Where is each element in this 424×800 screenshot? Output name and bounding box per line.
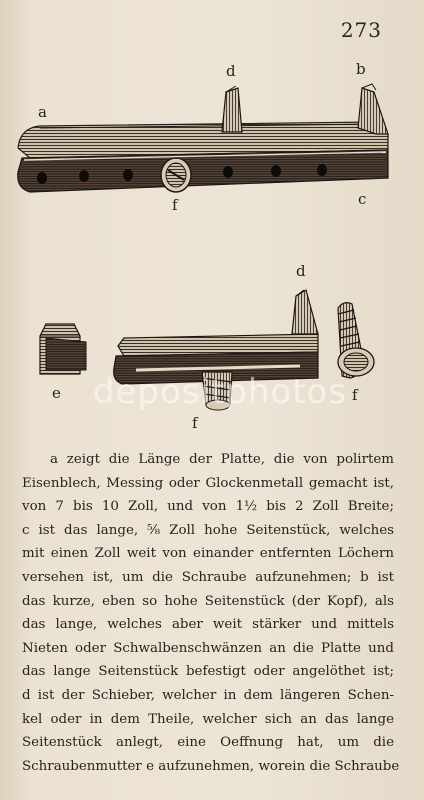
text-line: Nieten oder Schwalbenschwänzen an die Platte und	[22, 640, 394, 656]
figure-label-a: a	[38, 103, 47, 121]
text-line: c ist das lange, ⅝ Zoll hohe Seitenstück, welches	[22, 522, 394, 538]
figure-label-f-bottom-left: f	[192, 414, 198, 432]
figure-label-c: c	[358, 190, 367, 208]
text-line: Eisenblech, Messing oder Glockenmetall gemacht ist,	[22, 475, 394, 491]
screw-piece-f	[338, 303, 374, 378]
text-line: das lange Seitenstück befestigt oder angelöthet ist;	[22, 664, 394, 680]
text-line: das lange, welches aber weit stärker und mittels	[22, 617, 394, 633]
watermark-text: depositphotos	[92, 372, 348, 412]
figure-label-d-bottom: d	[296, 262, 306, 280]
figure-label-f-bottom-right: f	[352, 386, 358, 404]
figure-label-d-top: d	[226, 62, 236, 80]
figure-label-b: b	[356, 60, 366, 78]
text-line: kel oder in dem Theile, welcher sich an das lange	[22, 711, 394, 727]
nut-piece-e	[40, 324, 86, 374]
text-line: von 7 bis 10 Zoll, und von 1½ bis 2 Zoll Breite;	[22, 499, 394, 515]
text-line: Seitenstück anlegt, eine Oeffnung hat, um die	[22, 735, 394, 751]
text-line: d ist der Schieber, welcher in dem längeren Schen-	[22, 687, 394, 703]
figure-label-f-top: f	[172, 196, 178, 214]
page-number: 273	[340, 18, 382, 42]
figure-label-e: e	[52, 384, 61, 402]
text-line: mit einen Zoll weit von einander entfernten Löchern	[22, 546, 394, 562]
gauge-figure-top	[18, 84, 388, 192]
body-paragraph	[22, 448, 400, 778]
text-line: a zeigt die Länge der Platte, die von polirtem	[50, 452, 394, 467]
text-line: versehen ist, um die Schraube aufzunehmen; b ist	[22, 569, 394, 585]
text-line: Schraubenmutter e aufzunehmen, worein die Schraube	[22, 758, 400, 774]
text-line: das kurze, eben so hohe Seitenstück (der Kopf), als	[22, 593, 394, 609]
